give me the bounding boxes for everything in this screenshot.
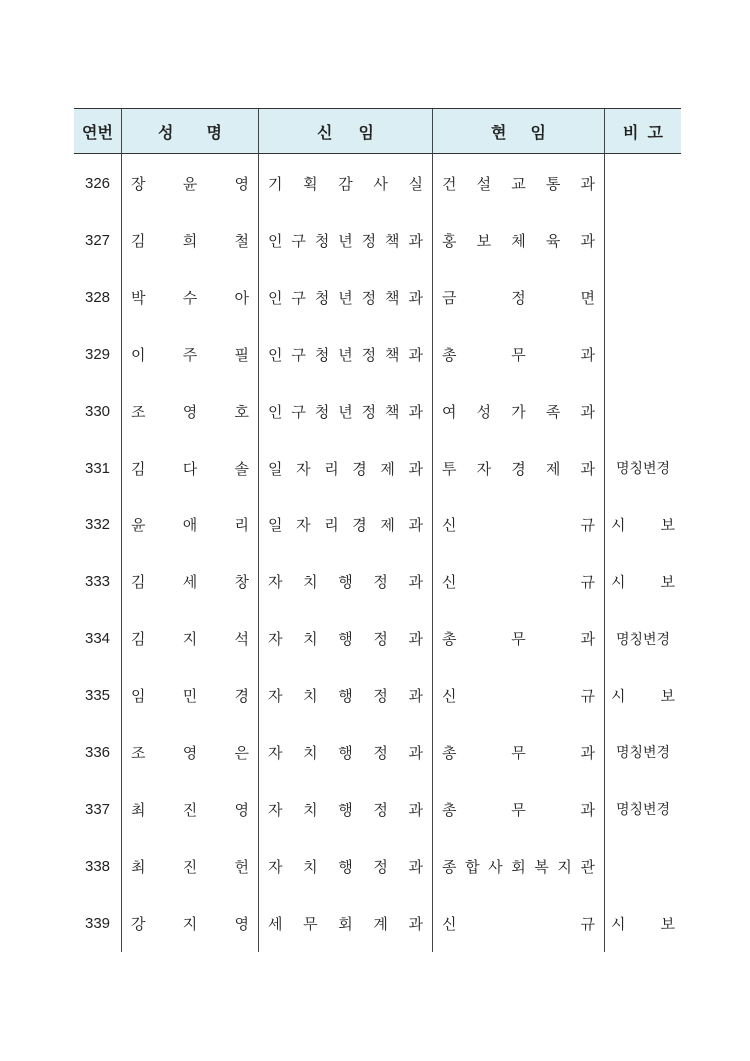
row-note [604, 383, 681, 440]
row-note: 시 보 [604, 496, 681, 553]
row-new-post: 자 치 행 정 과 [258, 781, 432, 838]
row-current-post: 총 무 과 [432, 724, 604, 781]
row-new-post: 인 구 청 년 정 책 과 [258, 269, 432, 326]
table-row [74, 496, 681, 553]
personnel-table [74, 108, 681, 952]
table-header [74, 109, 681, 154]
row-note [604, 212, 681, 269]
row-note: 명칭변경 [604, 610, 681, 667]
row-note: 시 보 [604, 553, 681, 610]
table-row [74, 553, 681, 610]
header-no: 연번 [82, 122, 113, 142]
table-row [74, 895, 681, 952]
row-name: 김 다 솔 [121, 440, 258, 497]
row-no: 338 [84, 857, 111, 875]
row-note [604, 154, 681, 212]
row-current-post: 종 합 사 회 복 지 관 [432, 838, 604, 895]
row-note: 명칭변경 [604, 724, 681, 781]
row-new-post: 자 치 행 정 과 [258, 667, 432, 724]
table-row [74, 212, 681, 269]
table-row [74, 154, 681, 212]
row-current-post: 여 성 가 족 과 [432, 383, 604, 440]
row-name: 박 수 아 [121, 269, 258, 326]
table-row [74, 838, 681, 895]
table-body [74, 154, 681, 952]
row-name: 장 윤 영 [121, 154, 258, 212]
row-note: 명칭변경 [604, 440, 681, 497]
header-note: 비 고 [604, 109, 681, 153]
row-name: 이 주 필 [121, 326, 258, 383]
row-new-post: 세 무 회 계 과 [258, 895, 432, 952]
table-row [74, 667, 681, 724]
row-current-post: 신 규 [432, 553, 604, 610]
row-no: 326 [84, 174, 111, 192]
row-name: 김 세 창 [121, 553, 258, 610]
row-current-post: 신 규 [432, 667, 604, 724]
row-current-post: 투 자 경 제 과 [432, 440, 604, 497]
table-row [74, 440, 681, 497]
row-new-post: 인 구 청 년 정 책 과 [258, 212, 432, 269]
row-name: 김 지 석 [121, 610, 258, 667]
table-row [74, 724, 681, 781]
row-new-post: 일 자 리 경 제 과 [258, 440, 432, 497]
table-row [74, 383, 681, 440]
row-new-post: 자 치 행 정 과 [258, 553, 432, 610]
row-name: 김 희 철 [121, 212, 258, 269]
row-new-post: 자 치 행 정 과 [258, 610, 432, 667]
table-row [74, 610, 681, 667]
row-current-post: 총 무 과 [432, 781, 604, 838]
row-current-post: 홍 보 체 육 과 [432, 212, 604, 269]
row-new-post: 자 치 행 정 과 [258, 724, 432, 781]
row-no: 335 [84, 687, 111, 705]
row-no: 331 [84, 459, 111, 477]
row-name: 윤 애 리 [121, 496, 258, 553]
row-note: 시 보 [604, 895, 681, 952]
row-no: 334 [84, 630, 111, 648]
row-note [604, 269, 681, 326]
row-no: 337 [84, 800, 111, 818]
row-name: 임 민 경 [121, 667, 258, 724]
row-note: 명칭변경 [604, 781, 681, 838]
row-current-post: 신 규 [432, 496, 604, 553]
row-name: 최 진 헌 [121, 838, 258, 895]
row-name: 최 진 영 [121, 781, 258, 838]
row-name: 조 영 은 [121, 724, 258, 781]
row-name: 강 지 영 [121, 895, 258, 952]
row-no: 339 [84, 914, 111, 932]
table-row [74, 781, 681, 838]
row-current-post: 총 무 과 [432, 610, 604, 667]
row-no: 336 [84, 743, 111, 761]
table-row [74, 326, 681, 383]
row-no: 333 [84, 573, 111, 591]
row-current-post: 건 설 교 통 과 [432, 154, 604, 212]
row-new-post: 인 구 청 년 정 책 과 [258, 326, 432, 383]
row-current-post: 신 규 [432, 895, 604, 952]
row-new-post: 일 자 리 경 제 과 [258, 496, 432, 553]
row-no: 330 [84, 402, 111, 420]
row-no: 332 [84, 516, 111, 534]
row-new-post: 기 획 감 사 실 [258, 154, 432, 212]
header-new-post: 신 임 [258, 109, 432, 153]
row-note [604, 326, 681, 383]
row-no: 327 [84, 231, 111, 249]
row-note: 시 보 [604, 667, 681, 724]
row-no: 328 [84, 288, 111, 306]
header-name: 성 명 [121, 109, 258, 153]
table-row [74, 269, 681, 326]
row-note [604, 838, 681, 895]
row-name: 조 영 호 [121, 383, 258, 440]
row-current-post: 금 정 면 [432, 269, 604, 326]
row-new-post: 인 구 청 년 정 책 과 [258, 383, 432, 440]
row-no: 329 [84, 345, 111, 363]
row-current-post: 총 무 과 [432, 326, 604, 383]
row-new-post: 자 치 행 정 과 [258, 838, 432, 895]
header-current-post: 현 임 [432, 109, 604, 153]
